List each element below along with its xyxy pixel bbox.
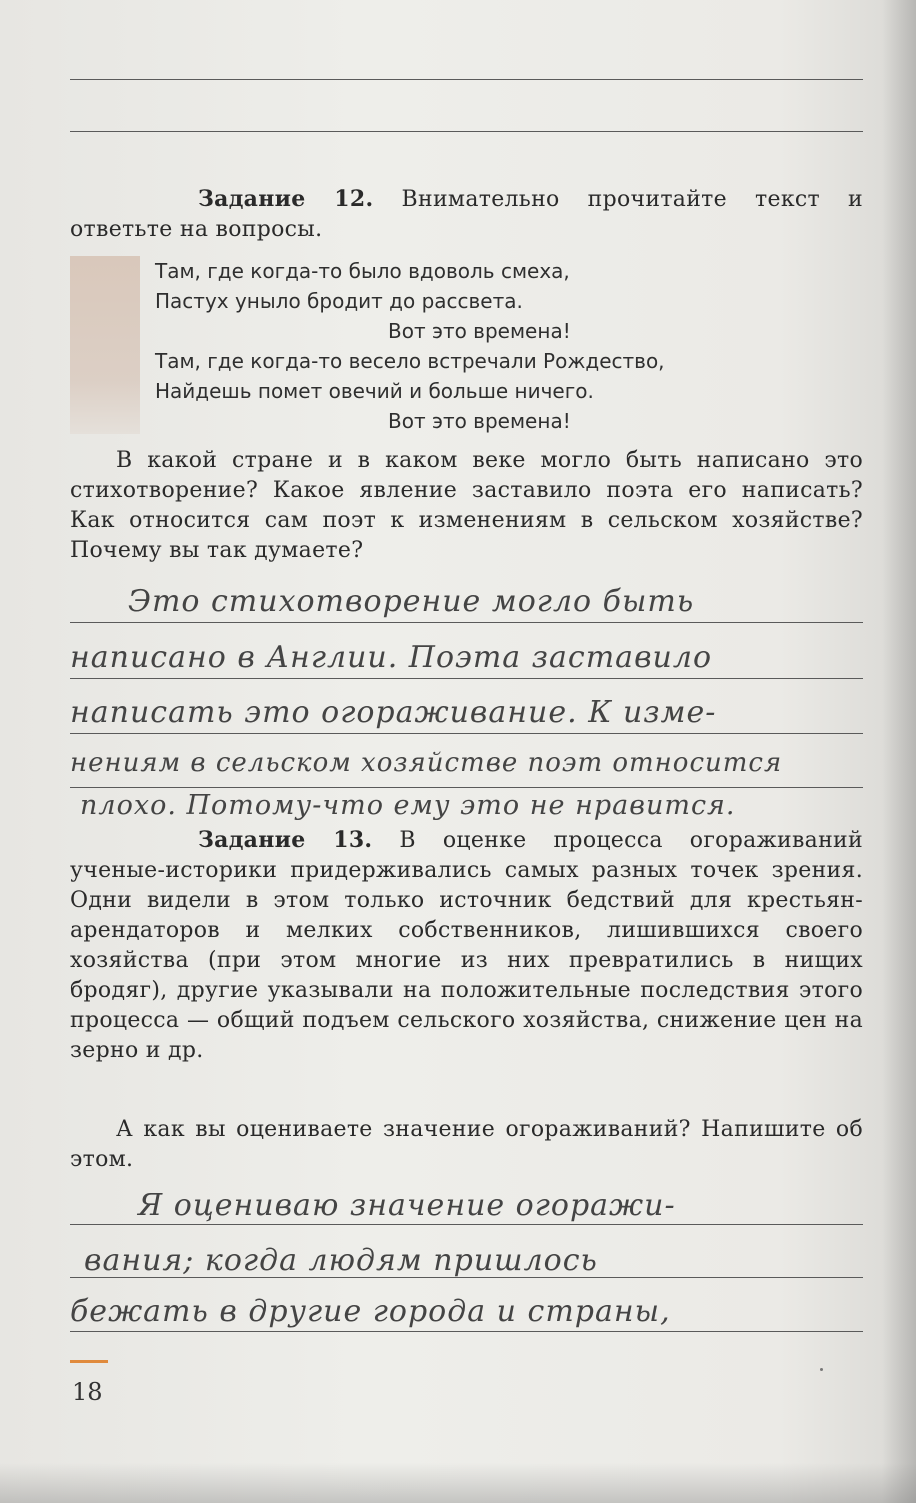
poem-line: Там, где когда-то было вдоволь смеха, bbox=[155, 259, 570, 283]
answer-line bbox=[70, 1224, 863, 1225]
answer-line bbox=[70, 787, 863, 788]
task13-question: А как вы оцениваете значение огораживаний? Напишите об этом. bbox=[70, 1117, 863, 1172]
task13-text bbox=[70, 825, 863, 1066]
answer-line bbox=[70, 678, 863, 679]
poem-line: Найдешь помет овечий и больше ничего. bbox=[155, 379, 594, 403]
page-shadow-bottom bbox=[0, 1463, 916, 1503]
answer-line bbox=[70, 1331, 863, 1332]
answer-line bbox=[70, 733, 863, 734]
answer-line bbox=[70, 79, 863, 80]
task13-body: В оценке процесса огораживаний ученые-историки придерживались самых разных точек зрения. Одни видели в этом только источник бедствий для крестьян-арендаторов и мелких собственников, лишившихся своего хозяйства (при этом многие из них превратились в нищих бродяг), другие указывали на положительные последствия этого процесса — общий подъем сельского хозяйства, снижение цен на зерно и др. bbox=[70, 828, 863, 1063]
poem bbox=[155, 256, 855, 436]
page-accent-bar bbox=[70, 1360, 108, 1363]
poem-refrain: Вот это времена! bbox=[388, 409, 571, 433]
handwritten-answer-line: Это стихотворение могло быть bbox=[128, 584, 695, 619]
poem-line: Там, где когда-то весело встречали Рождество, bbox=[155, 349, 665, 373]
task12-heading: Задание 12. bbox=[198, 186, 374, 212]
poem-accent-box bbox=[70, 256, 140, 434]
handwritten-answer-line: вания; когда людям пришлось bbox=[84, 1243, 598, 1278]
answer-line bbox=[70, 131, 863, 132]
answer-line bbox=[70, 622, 863, 623]
task12-questions: В какой стране и в каком веке могло быть написано это стихотворение? Какое явление заставило поэта его написать? Как относится сам поэт к изменениям в сельском хозяйстве? Почему вы так думаете? bbox=[70, 448, 863, 563]
handwritten-answer-line: плохо. Потому-что ему это не нравится. bbox=[80, 790, 736, 821]
pen-mark bbox=[820, 1368, 823, 1371]
task13-heading: Задание 13. bbox=[198, 827, 373, 853]
page-number: 18 bbox=[72, 1378, 103, 1406]
task12-intro-text: Внимательно прочитайте текст и ответьте на вопросы. bbox=[70, 187, 863, 242]
task12-intro bbox=[70, 184, 863, 245]
handwritten-answer-line: написать это огораживание. К изме- bbox=[70, 695, 717, 730]
page-shadow-right bbox=[882, 0, 916, 1503]
poem-line: Пастух уныло бродит до рассвета. bbox=[155, 289, 523, 313]
handwritten-answer-line: нениям в сельском хозяйстве поэт относится bbox=[70, 748, 783, 778]
handwritten-answer-line: бежать в другие города и страны, bbox=[70, 1294, 671, 1329]
handwritten-answer-line: Я оцениваю значение огоражи- bbox=[138, 1188, 676, 1223]
handwritten-answer-line: написано в Англии. Поэта заставило bbox=[70, 640, 713, 675]
poem-refrain: Вот это времена! bbox=[388, 319, 571, 343]
